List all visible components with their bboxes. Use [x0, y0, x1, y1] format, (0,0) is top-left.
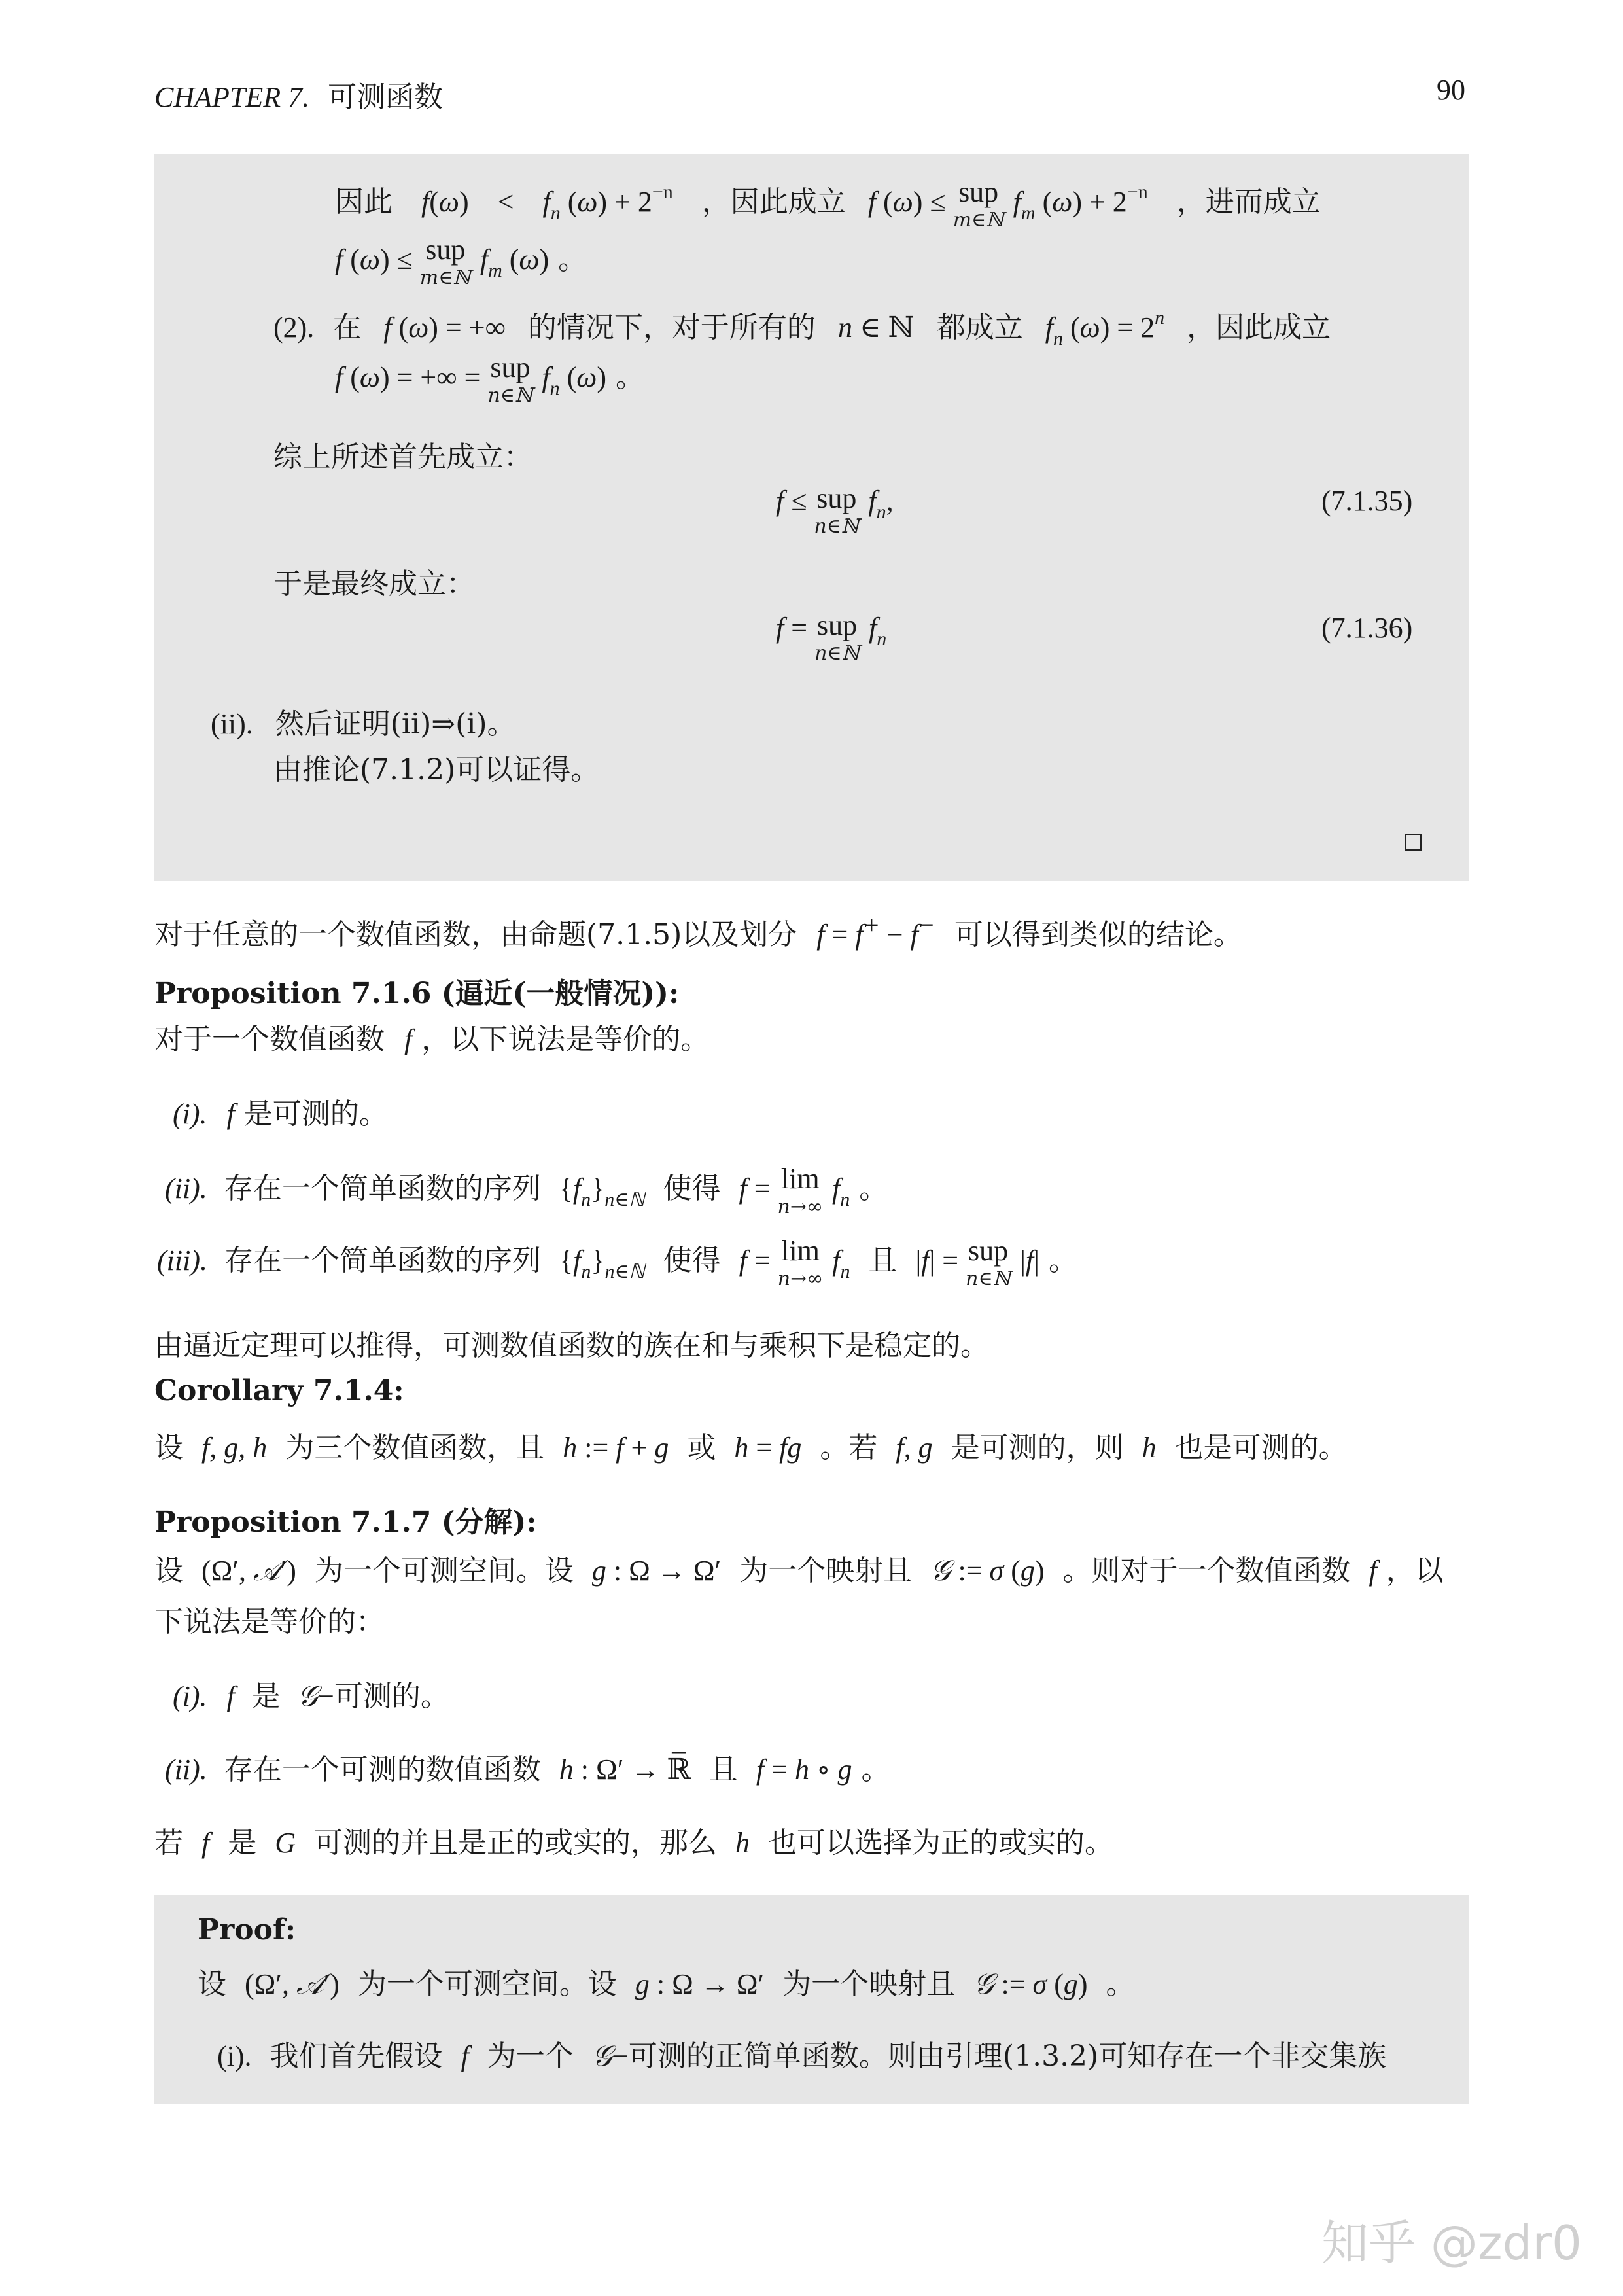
zhihu-watermark: 知乎 @zdr0 — [1321, 2216, 1582, 2270]
text: 设 — [198, 1968, 226, 2001]
text: ，进而成立 — [1176, 185, 1321, 219]
text: 对于任意的一个数值函数，由命题(7.1.5)以及划分 — [154, 918, 797, 951]
text: 且 — [708, 1753, 738, 1786]
text: 使得 — [663, 1244, 721, 1277]
text: 可以得到类似的结论。 — [954, 918, 1242, 951]
text: 。 — [861, 1753, 890, 1786]
item-label: (i). — [173, 1098, 207, 1130]
text: 都成立 — [936, 311, 1023, 344]
prop716-item-iii: (iii). 存在一个简单函数的序列 $\{f_n\}_{n\in ℕ}$ 使得 f = lim n→∞ $f_n$ 且 |f| = sup n∈ℕ |f| 。 — [157, 1235, 1077, 1290]
prop716-item-ii: (ii). 存在一个简单函数的序列 $\{f_n\}_{n\in ℕ}$ 使得 f = lim n→∞ $f_n$ 。 — [165, 1163, 888, 1218]
text: 可测的正简单函数。则由引理(1.3.2)可知存在一个非交集族 — [628, 2040, 1387, 2073]
prop717-line1: 设 (Ω′, 𝒜′) 为一个可测空间。设 g : Ω → Ω′ 为一个映射且 𝒢 := σ (g) 。则对于一个数值函数 f ，以 — [154, 1554, 1444, 1587]
item-label: (i). — [217, 2040, 252, 2072]
text: 可测的。 — [334, 1680, 449, 1713]
text: 也是可测的。 — [1174, 1431, 1348, 1464]
eq-number-36: (7.1.36) — [1321, 612, 1413, 644]
qed-symbol — [1405, 834, 1422, 851]
text: 。若 — [820, 1431, 878, 1464]
item-label: (ii). — [211, 708, 253, 740]
box1-line4: f (ω) = +∞ = sup n∈ℕ $f_n$ (ω) 。 — [335, 351, 645, 407]
text: 。 — [1106, 1968, 1135, 2001]
summary-1: 综上所述首先成立： — [273, 440, 532, 474]
text: 。 — [1048, 1244, 1077, 1277]
text: 使得 — [663, 1172, 721, 1205]
prop717-item-ii: (ii). 存在一个可测的数值函数 h : Ω′ → ℝ̅ 且 f = h ∘ g 。 — [165, 1753, 890, 1786]
box1-line2: f (ω) ≤ sup m∈ℕ $f_m$ (ω) 。 — [335, 234, 587, 289]
corollary-7-1-4-title: Corollary 7.1.4: — [154, 1374, 404, 1407]
page-number: 90 — [1437, 74, 1465, 106]
text: 的情况下，对于所有的 — [527, 311, 816, 344]
text: 存在一个可测的数值函数 — [224, 1753, 541, 1786]
text: 然后证明(ii)⇒(i)。 — [275, 707, 516, 741]
text: 是可测的，则 — [951, 1431, 1124, 1464]
text: 为一个映射且 — [739, 1554, 913, 1587]
equation-7-1-36: f = sup n∈ℕ $f_n$ — [776, 609, 887, 665]
box1-case2: (2). 在 f (ω) = +∞ 的情况下，对于所有的 n ∈ ℕ 都成立 $f_n$ $(\omega) = 2^n$ ，因此成立 — [273, 307, 1331, 349]
text: 是 — [228, 1826, 257, 1860]
text: ，因此成立 — [701, 185, 846, 219]
paragraph-1: 对于任意的一个数值函数，由命题(7.1.5)以及划分 f = f+ − f− 可以得到类似的结论。 — [154, 913, 1242, 951]
prop716-item-i: (i). f 是可测的。 — [173, 1097, 388, 1131]
text: 为一个映射且 — [782, 1968, 956, 2001]
box1-ii — [211, 700, 516, 742]
text: 且 — [868, 1244, 898, 1277]
text: 也可以选择为正的或实的。 — [768, 1826, 1114, 1860]
prop717-line2: 下说法是等价的： — [154, 1605, 385, 1638]
summary-2: 于是最终成立： — [273, 567, 475, 601]
corollary-text: 设 f, g, h 为三个数值函数，且 h := f + g 或 h = fg 。若 f, g 是可测的，则 h 也是可测的。 — [154, 1431, 1348, 1464]
text: 。则对于一个数值函数 — [1062, 1554, 1351, 1587]
item-label: (i). — [173, 1680, 207, 1712]
text: 因此 — [335, 185, 393, 219]
text: ，因此成立 — [1187, 311, 1331, 344]
proposition-7-1-7-title: Proposition 7.1.7 (分解): — [154, 1506, 537, 1539]
eq-number-35: (7.1.35) — [1321, 485, 1413, 517]
text: 为一个 — [487, 2040, 574, 2073]
case-label: (2). — [273, 311, 315, 344]
proof-title: Proof: — [198, 1913, 296, 1947]
text: 。 — [859, 1172, 888, 1205]
text: 设 — [154, 1431, 183, 1464]
text: 存在一个简单函数的序列 — [224, 1172, 541, 1205]
proof-item-i: (i). 我们首先假设 f 为一个 𝒢−可测的正简单函数。则由引理(1.3.2)可知存在一个非交集族 — [217, 2040, 1387, 2073]
prop716-intro: 对于一个数值函数 f ，以下说法是等价的。 — [154, 1023, 710, 1056]
text: 为三个数值函数，且 — [285, 1431, 545, 1464]
chapter-label: CHAPTER 7. — [154, 81, 310, 113]
box1-line1: 因此 $f(\omega) < f_n$ $(\omega) + 2^{-n}$ ，因此成立 f (ω) ≤ sup m∈ℕ $f_m$ $(\omega) + 2^{-n}$ ，进而成立 — [335, 176, 1321, 232]
text: 若 — [154, 1826, 183, 1860]
text: 我们首先假设 — [270, 2040, 443, 2073]
item-label: (ii). — [165, 1173, 207, 1205]
running-header — [154, 73, 443, 115]
equation-7-1-35: f ≤ sup n∈ℕ $f_n$, — [776, 482, 894, 538]
text: ，以下说法是等价的。 — [421, 1023, 710, 1056]
text: 。 — [558, 243, 587, 276]
prop717-item-i: (i). f 是 𝒢−可测的。 — [173, 1680, 449, 1713]
box1-ii-line2: 由推论(7.1.2)可以证得。 — [273, 753, 600, 786]
chapter-title: 可测函数 — [328, 80, 444, 114]
text: 对于一个数值函数 — [154, 1023, 385, 1056]
proof-line1: 设 (Ω′, 𝒜′) 为一个可测空间。设 g : Ω → Ω′ 为一个映射且 𝒢 := σ (g) 。 — [198, 1968, 1135, 2001]
text: ，以 — [1386, 1554, 1444, 1587]
text: 存在一个简单函数的序列 — [224, 1244, 541, 1277]
proposition-7-1-6-title: Proposition 7.1.6 (逼近(一般情况)): — [154, 977, 680, 1010]
text: 可测的并且是正的或实的，那么 — [314, 1826, 718, 1860]
paragraph-2: 由逼近定理可以推得，可测数值函数的族在和与乘积下是稳定的。 — [154, 1329, 989, 1362]
text: 为一个可测空间。设 — [357, 1968, 617, 2001]
text: 设 — [154, 1554, 183, 1587]
text: 为一个可测空间。设 — [314, 1554, 574, 1587]
prop717-note: 若 f 是 G 可测的并且是正的或实的，那么 h 也可以选择为正的或实的。 — [154, 1826, 1114, 1860]
item-label: (iii). — [157, 1245, 207, 1277]
text: 或 — [687, 1431, 716, 1464]
text: 在 — [332, 311, 362, 344]
text: 是 — [251, 1680, 281, 1713]
item-label: (ii). — [165, 1754, 207, 1786]
text: 是可测的。 — [243, 1097, 388, 1131]
text: 。 — [616, 361, 645, 394]
